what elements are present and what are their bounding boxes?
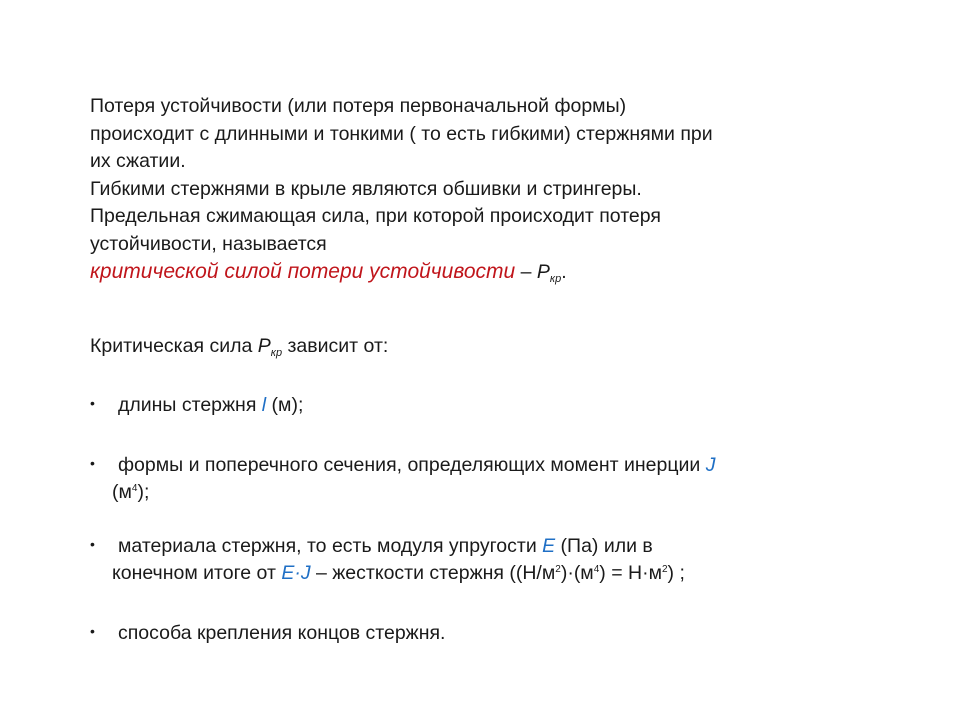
item-text: материала стержня, то есть модуля упругости — [118, 534, 543, 557]
dependency-suffix: зависит от: — [282, 335, 389, 357]
pkr-symbol: P — [257, 335, 271, 357]
sup-1: 2 — [555, 564, 561, 575]
item-cont-end: ) ; — [667, 562, 685, 584]
intro-line-6: устойчивости, называется — [90, 232, 327, 255]
definition-line — [90, 258, 870, 287]
stiffness-variable: E·J — [281, 562, 311, 584]
intro-line-5: Предельная сжимающая сила, при которой происходит потеря — [90, 205, 661, 227]
dependency-list — [90, 392, 870, 679]
sup-2: 4 — [593, 564, 600, 575]
bullet-icon: • — [90, 622, 95, 639]
bullet-icon: • — [90, 454, 95, 471]
item-unit-sup: 4 — [131, 483, 138, 494]
item-unit-open: (м — [112, 481, 132, 503]
bullet-icon: • — [90, 395, 95, 411]
item-text: длины стержня — [118, 394, 262, 416]
list-item — [90, 452, 870, 507]
item-mid-2: )·(м — [560, 562, 594, 584]
dependency-prefix: Критическая сила — [90, 335, 258, 357]
intro-line-2: происходит с длинными и тонкими ( то есть гибкими) стержнями при — [90, 122, 713, 145]
intro-line-4: Гибкими стержнями в крыле являются обшивки и стрингеры. — [90, 177, 642, 200]
intro-paragraph — [90, 93, 870, 287]
item-text: формы и поперечного сечения, определяющих момент инерции — [118, 453, 706, 476]
item-unit-close: ); — [137, 481, 150, 503]
list-item — [90, 533, 870, 588]
bullet-icon: • — [90, 535, 95, 552]
pkr-subscript: кр — [270, 347, 283, 359]
pkr-symbol: P — [536, 261, 550, 283]
modulus-variable: E — [542, 534, 556, 557]
definition-dash: – — [515, 261, 537, 283]
definition-end: . — [561, 261, 567, 283]
pkr-subscript: кр — [549, 273, 562, 285]
item-text: способа крепления концов стержня. — [118, 621, 446, 644]
item-cont-prefix: конечном итоге от — [112, 562, 282, 584]
item-mid-3: ) = Н·м — [599, 562, 662, 584]
dependency-heading — [90, 333, 870, 361]
intro-line-3: их сжатии. — [90, 150, 186, 172]
list-item — [90, 392, 870, 420]
inertia-variable: J — [705, 453, 716, 476]
sup-3: 2 — [661, 564, 668, 575]
item-rest: (Па) или в — [555, 534, 653, 557]
critical-force-term: критической силой потери устойчивости — [90, 260, 516, 283]
intro-line-1: Потеря устойчивости (или потеря первоначальной формы) — [90, 95, 627, 117]
item-cont-mid: – жесткости стержня ((Н/м — [310, 562, 556, 584]
length-variable: l — [261, 394, 267, 416]
item-unit: (м); — [266, 394, 304, 416]
list-item — [90, 620, 870, 648]
